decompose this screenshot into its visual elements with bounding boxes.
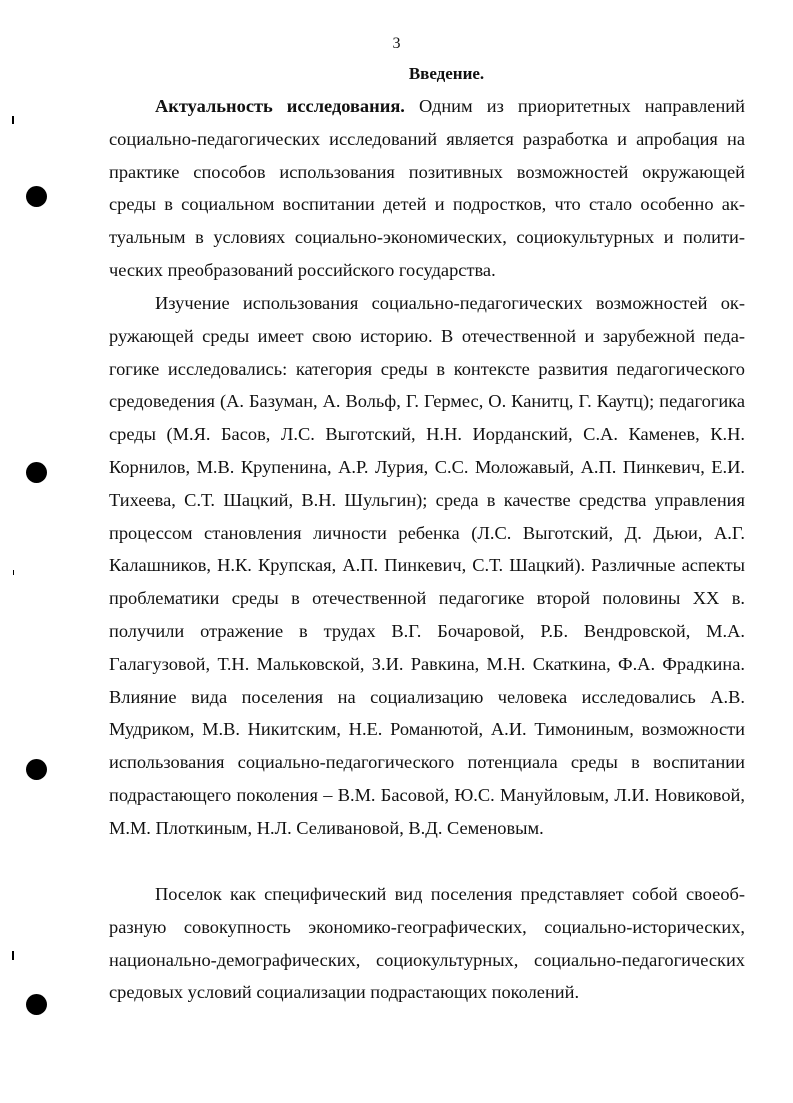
- paragraph-text: Изучение использования социально-педагогических возможностей окружающей среды имеет свою историю. В отечественной и зарубежной педагогике исследовались: категория среды в контексте развития педагогического средоведения (А. Базуман, А. Вольф, Г. Гермес, О. Канитц, Г. Каутц); педагогика среды (М.Я. Басов, Л.С. Выготский, Н.Н. Иорданский, С.А. Каменев, К.Н. Корнилов, М.В. Крупенина, А.Р. Лурия, С.С. Моложавый, А.П. Пинкевич, Е.И. Тихеева, С.Т. Шацкий, В.Н. Шульгин); среда в качестве средства управления процессом становления личности ребенка (Л.С. Выготский, Д. Дьюи, А.Г. Калашников, Н.К. Крупская, А.П. Пинкевич, С.Т. Шацкий). Различные аспекты проблематики среды в отечественной педагогике второй половины XX в. получили отражение в трудах В.Г. Бочаровой, Р.Б. Вендровской, М.А. Галагузовой, Т.Н. Мальковской, З.И. Равкина, М.Н. Скаткина, Ф.А. Фрадкина. Влияние вида поселения на социализацию человека исследовались А.В. Мудриком, М.В. Никитским, Н.Е. Романютой, А.И. Тимониным, возможности использования социально-педагогического потенциала среды в воспитании подрастающего поколения – В.М. Басовой, Ю.С. Мануйловым, Л.И. Новиковой, М.М. Плоткиным, Н.Л. Селивановой, В.Д. Семеновым.: [109, 293, 745, 838]
- binder-hole: [26, 994, 47, 1015]
- scan-mark: [12, 951, 14, 960]
- scan-mark: [13, 570, 14, 575]
- scan-mark: [12, 116, 14, 124]
- binder-hole: [26, 759, 47, 780]
- paragraph-history: [109, 287, 745, 845]
- paragraph-lead: Актуальность исследования.: [155, 96, 405, 116]
- paragraph-text: Поселок как специфический вид поселения представляет собой своеобразную совокупность экономико-географических, социально-исторических, национально-демографических, социокультурных, социально-педагогических средовых условий социализации подрастающих поколений.: [109, 884, 745, 1003]
- section-heading: Введение.: [408, 64, 485, 83]
- paragraph-text: Одним из приоритетных направлений социально-педагогических исследований является разработка и апробация на практике способов использования позитивных возможностей окружающей среды в социальном воспитании детей и подростков, что стало особенно актуальным в условиях социально-экономических, социокультурных и политических преобразований российского государства.: [109, 96, 745, 280]
- binder-hole: [26, 462, 47, 483]
- page-number: 3: [392, 35, 401, 52]
- paragraph-relevance: [109, 90, 745, 287]
- paragraph-settlement: [109, 878, 745, 1009]
- binder-hole: [26, 186, 47, 207]
